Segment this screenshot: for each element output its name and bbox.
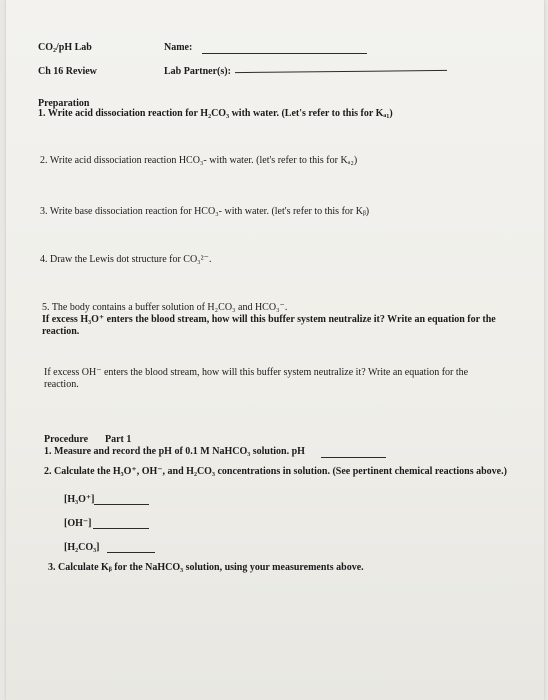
procedure-heading: Procedure xyxy=(44,434,89,445)
h2co3-answer-line[interactable] xyxy=(107,552,155,553)
h3o-answer-line[interactable] xyxy=(94,504,149,505)
question-1: 1. Write acid dissociation reaction for H₂CO₃ with water. (Let's refer to this for Kₐ₁) xyxy=(38,108,393,119)
h3o-label: [H₃O⁺] xyxy=(64,494,95,505)
preparation-heading: Preparation xyxy=(38,98,90,109)
name-field-line[interactable] xyxy=(202,53,367,54)
question-2: 2. Write acid dissociation reaction HCO₃- with water. (let's refer to this for Kₐ₂) xyxy=(40,155,358,166)
worksheet-page xyxy=(6,0,544,700)
question-5-oh: If excess OH⁻ enters the blood stream, how will this buffer system neutralize it? Write an equation for the reaction. xyxy=(44,367,469,390)
lab-title: CO₂/pH Lab xyxy=(38,42,92,53)
partner-field-line[interactable] xyxy=(235,70,447,73)
partner-label: Lab Partner(s): xyxy=(164,66,231,77)
procedure-step-2: 2. Calculate the H₃O⁺, OH⁻, and H₂CO₃ concentrations in solution. (See pertinent chemical reactions above.) xyxy=(44,466,507,477)
oh-label: [OH⁻] xyxy=(64,518,92,529)
question-5-h3o: If excess H₃O⁺ enters the blood stream, how will this buffer system neutralize it? Write an equation for the reaction. xyxy=(42,314,496,337)
question-3: 3. Write base dissociation reaction for HCO₃- with water. (let's refer to this for Kᵦ) xyxy=(40,206,370,217)
question-5-intro: 5. The body contains a buffer solution of H₂CO₃ and HCO₃⁻. xyxy=(42,302,288,313)
question-4: 4. Draw the Lewis dot structure for CO₃²⁻. xyxy=(40,254,212,265)
oh-answer-line[interactable] xyxy=(93,528,149,529)
h2co3-label: [H₂CO₃] xyxy=(64,542,100,553)
procedure-step-1: 1. Measure and record the pH of 0.1 M NaHCO₃ solution. pH xyxy=(44,446,305,457)
chapter-review: Ch 16 Review xyxy=(38,66,97,77)
ph-answer-line[interactable] xyxy=(321,457,386,458)
name-label: Name: xyxy=(164,42,193,53)
procedure-step-3: 3. Calculate Kᵦ for the NaHCO₃ solution, using your measurements above. xyxy=(48,562,364,573)
procedure-part: Part 1 xyxy=(105,434,132,445)
